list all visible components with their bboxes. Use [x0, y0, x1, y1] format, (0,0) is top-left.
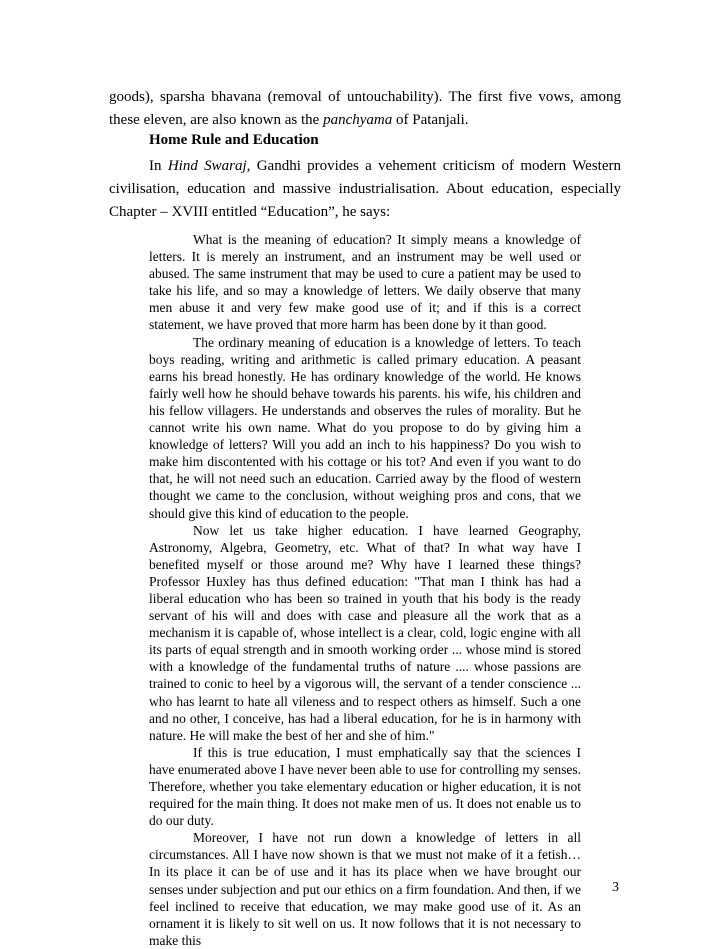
quote-paragraph: If this is true education, I must emphatically say that the sciences I have enumerated above I have never been able to use for controlling my senses. Therefore, whether you take elementary education or higher education, it is not required for the main thing. It does not make men of us. It does not enable us to do our duty. [149, 744, 581, 829]
quote-paragraph: Moreover, I have not run down a knowledge of letters in all circumstances. All I have now shown is that we must not make of it a fetish… In its place it can be of use and it has its place when we have brought our senses under subjection and put our ethics on a firm foundation. And then, if we feel inclined to receive that education, we may make good use of it. As an ornament it is likely to sit well on us. It now follows that it is not necessary to make this [149, 830, 581, 948]
paragraph-vows-text-2: of Patanjali. [392, 112, 469, 128]
quote-paragraph: Now let us take higher education. I have learned Geography, Astronomy, Algebra, Geometry, etc. What of that? In what way have I benefited myself or those around me? Why have I learned these things? Professor Huxley has thus defined education: "That man I think has had a liberal education who has been so trained in youth that his body is the ready servant of his will and does with case and pleasure all the work that as a mechanism it is capable of, whose intellect is a clear, cold, logic engine with all its parts of equal strength and in smooth working order ... whose mind is stored with a knowledge of the fundamental truths of nature .... whose passions are trained to conic to heel by a vigorous will, the servant of a tender conscience ... who has learnt to hate all vileness and to respect others as himself. Such a one and no other, I conceive, has had a liberal education, for he is in harmony with nature. He will make the best of her and she of him." [149, 522, 581, 743]
quote-paragraph: What is the meaning of education? It simply means a knowledge of letters. It is merely an instrument, and an instrument may be well used or abused. The same instrument that may be used to cure a patient may be used to take his life, and so may a knowledge of letters. We daily observe that many men abuse it and very few make good use of it; and if this is a correct statement, we have proved that more harm has been done by it than good. [149, 232, 581, 333]
page-number: 3 [612, 880, 619, 895]
paragraph-hind-swaraj-text-1: In [149, 158, 168, 174]
block-quote [149, 231, 581, 949]
paragraph-hind-swaraj-text-2: , Gandhi provides a vehement criticism of modern Western civilisation, education and massive industrialisation. About education, especially Chapter – XVIII entitled “Education”, he says: [109, 158, 621, 220]
quote-paragraph: The ordinary meaning of education is a knowledge of letters. To teach boys reading, writing and arithmetic is called primary education. A peasant earns his bread honestly. He has ordinary knowledge of the world. He knows fairly well how he should behave towards his parents. his wife, his children and his fellow villagers. He understands and observes the rules of morality. But he cannot write his own name. What do you propose to do by giving him a knowledge of letters? Will you add an inch to his happiness? Do you wish to make him discontented with his cottage or his tot? And even if you want to do that, he will not need such an education. Carried away by the flood of western thought we came to the conclusion, without weighing pros and cons, that we should give this kind of education to the people. [149, 334, 581, 521]
paragraph-vows-text-1: goods), sparsha bhavana (removal of untouchability). The first five vows, among these eleven, are also known as the [109, 89, 621, 128]
paragraph-hind-swaraj [109, 155, 621, 224]
panchyama-term: panchyama [323, 112, 393, 128]
hind-swaraj-title: Hind Swaraj [167, 158, 247, 174]
section-heading: Home Rule and Education [149, 132, 319, 148]
paragraph-vows [109, 86, 621, 132]
